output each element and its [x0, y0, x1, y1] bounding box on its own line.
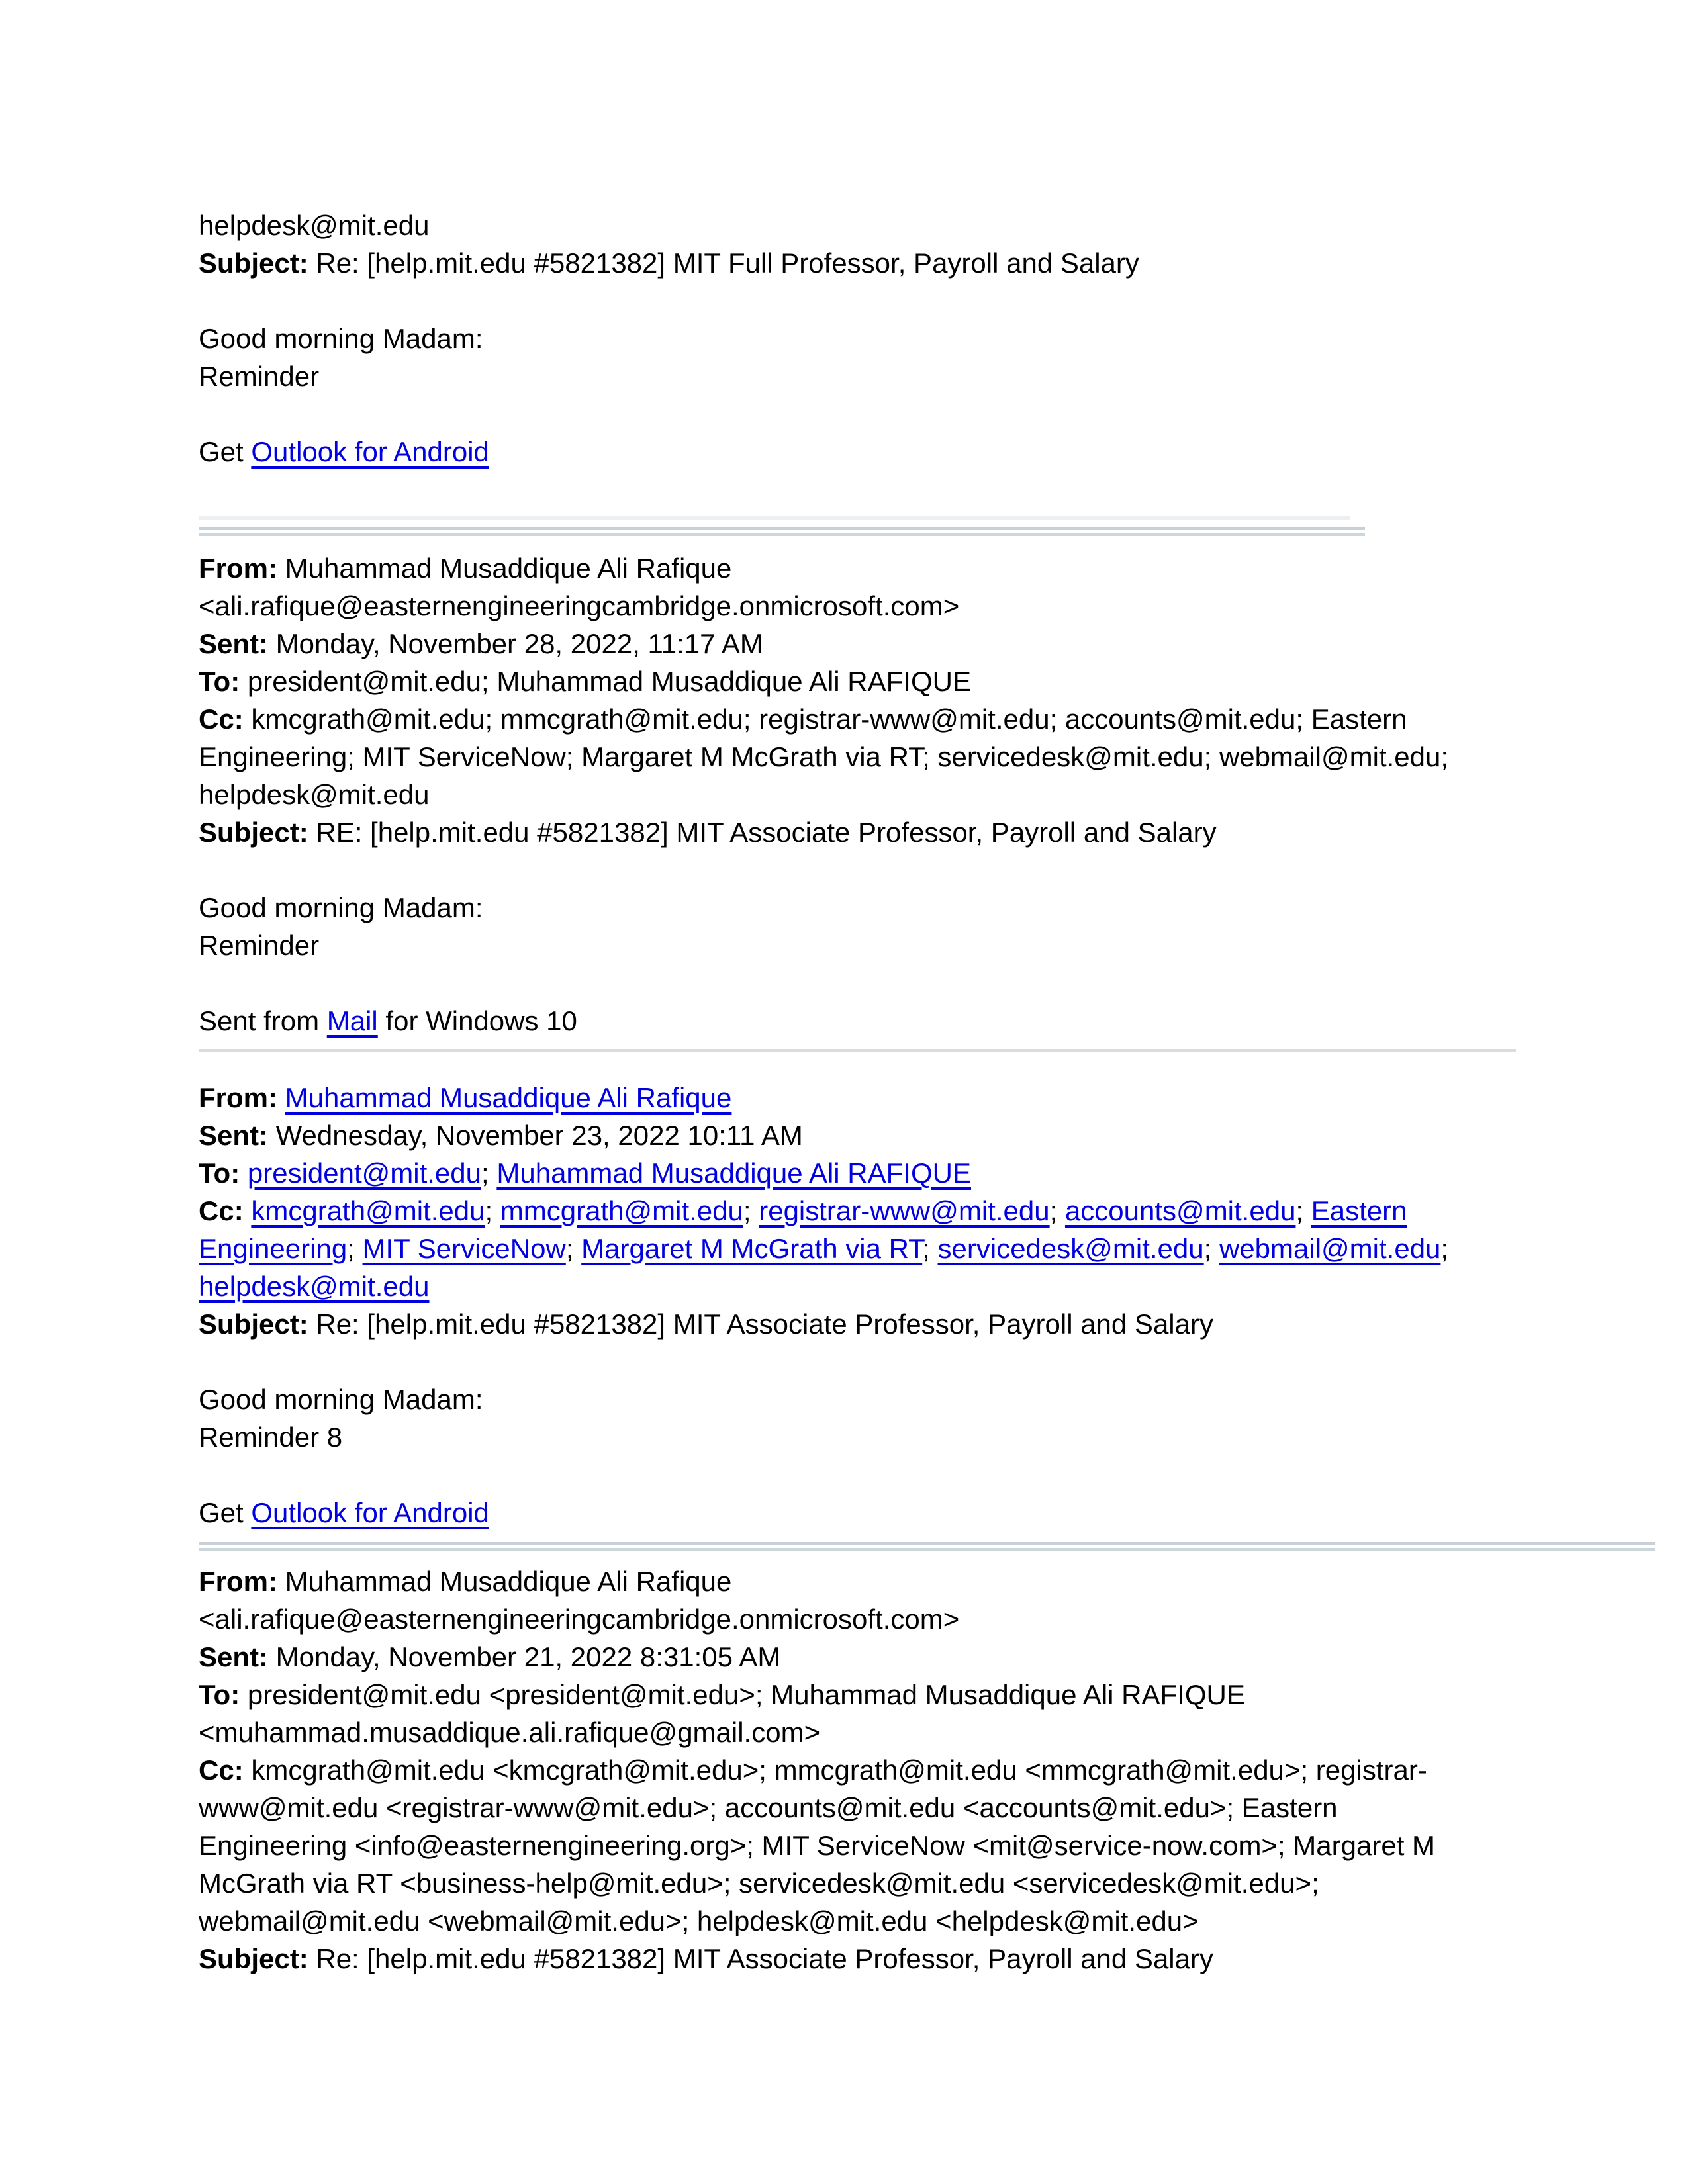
text-run: RE: [help.mit.edu #5821382] MIT Associate Professor, Payroll and Salary: [308, 817, 1217, 848]
email-link[interactable]: Muhammad Musaddique Ali Rafique: [285, 1082, 732, 1113]
text-run: Sent from: [199, 1005, 327, 1036]
text-run: ;: [565, 1233, 582, 1264]
text-run: Reminder 8: [199, 1422, 343, 1453]
email-link[interactable]: Margaret M McGrath via RT: [581, 1233, 923, 1264]
text-run: Good morning Madam:: [199, 892, 483, 923]
text-run: Reminder: [199, 930, 320, 961]
text-run: president@mit.edu <president@mit.edu>; Muhammad Musaddique Ali RAFIQUE: [240, 1679, 1245, 1710]
text-run: Engineering <info@easternengineering.org>; MIT ServiceNow <mit@service-now.com>; Margaret M: [199, 1830, 1436, 1861]
field-label: Cc:: [199, 1754, 244, 1786]
text-run: kmcgrath@mit.edu <kmcgrath@mit.edu>; mmcgrath@mit.edu <mmcgrath@mit.edu>; registrar-: [243, 1754, 1427, 1786]
text-line: [199, 662, 1489, 700]
text-run: <ali.rafique@easternengineeringcambridge.onmicrosoft.com>: [199, 1604, 960, 1635]
text-line: [199, 1940, 1489, 1978]
text-line: [199, 776, 1489, 813]
email-link[interactable]: Outlook for Android: [251, 436, 489, 467]
blank-line: [199, 1343, 1489, 1381]
text-run: Muhammad Musaddique Ali Rafique: [277, 1566, 732, 1597]
blank-line: [199, 395, 1489, 433]
text-run: McGrath via RT <business-help@mit.edu>; servicedesk@mit.edu <servicedesk@mit.edu>;: [199, 1868, 1319, 1899]
text-run: ;: [481, 1158, 497, 1189]
field-label: Cc:: [199, 1195, 244, 1226]
text-line: [199, 1827, 1489, 1864]
message-2: [199, 549, 1489, 1040]
email-link[interactable]: helpdesk@mit.edu: [199, 1271, 430, 1302]
text-line: [199, 1192, 1489, 1230]
field-label: From:: [199, 1566, 277, 1597]
email-link[interactable]: accounts@mit.edu: [1064, 1195, 1296, 1226]
email-link[interactable]: Muhammad Musaddique Ali RAFIQUE: [496, 1158, 971, 1189]
field-label: From:: [199, 553, 277, 584]
text-line: [199, 1381, 1489, 1418]
text-run: for Windows 10: [377, 1005, 577, 1036]
text-run: Good morning Madam:: [199, 1384, 483, 1415]
text-run: [244, 1195, 252, 1226]
field-label: To:: [199, 1679, 240, 1710]
text-run: Get: [199, 436, 252, 467]
text-line: [199, 206, 1489, 244]
text-line: [199, 1789, 1489, 1827]
text-line: [199, 1563, 1489, 1600]
quoted-message-divider: [199, 1049, 1516, 1052]
text-line: [199, 625, 1489, 662]
text-run: ;: [922, 1233, 938, 1264]
email-link[interactable]: registrar-www@mit.edu: [759, 1195, 1050, 1226]
field-label: To:: [199, 666, 240, 697]
field-label: Sent:: [199, 628, 268, 659]
text-run: Wednesday, November 23, 2022 10:11 AM: [268, 1120, 803, 1151]
text-line: [199, 1600, 1489, 1638]
blank-line: [199, 282, 1489, 320]
text-run: ;: [485, 1195, 500, 1226]
text-line: [199, 433, 1489, 471]
email-link[interactable]: president@mit.edu: [247, 1158, 482, 1189]
text-run: [277, 1082, 285, 1113]
text-run: Re: [help.mit.edu #5821382] MIT Full Professor, Payroll and Salary: [308, 248, 1139, 279]
quoted-message-divider: [199, 516, 1365, 536]
email-link[interactable]: webmail@mit.edu: [1219, 1233, 1441, 1264]
text-run: Get: [199, 1497, 252, 1528]
field-label: Sent:: [199, 1120, 268, 1151]
field-label: Subject:: [199, 817, 308, 848]
text-run: ;: [347, 1233, 363, 1264]
text-run: kmcgrath@mit.edu; mmcgrath@mit.edu; registrar-www@mit.edu; accounts@mit.edu; Eastern: [243, 704, 1407, 735]
text-line: [199, 587, 1489, 625]
field-label: To:: [199, 1158, 240, 1189]
text-run: <ali.rafique@easternengineeringcambridge.onmicrosoft.com>: [199, 590, 960, 621]
text-line: [199, 320, 1489, 357]
text-run: www@mit.edu <registrar-www@mit.edu>; accounts@mit.edu <accounts@mit.edu>; Eastern: [199, 1792, 1338, 1823]
text-line: [199, 1494, 1489, 1531]
text-run: webmail@mit.edu <webmail@mit.edu>; helpdesk@mit.edu <helpdesk@mit.edu>: [199, 1905, 1199, 1936]
text-run: Monday, November 28, 2022, 11:17 AM: [268, 628, 763, 659]
email-link[interactable]: mmcgrath@mit.edu: [500, 1195, 743, 1226]
text-line: [199, 357, 1489, 395]
text-run: ;: [1440, 1233, 1449, 1264]
text-run: Reminder: [199, 361, 320, 392]
message-1-tail: [199, 206, 1489, 471]
message-4: [199, 1563, 1489, 1978]
email-link[interactable]: Outlook for Android: [251, 1497, 489, 1528]
text-run: <muhammad.musaddique.ali.rafique@gmail.com>: [199, 1717, 821, 1748]
text-line: [199, 1902, 1489, 1940]
text-line: [199, 813, 1489, 851]
text-line: [199, 1116, 1489, 1154]
text-line: [199, 1751, 1489, 1789]
text-line: [199, 927, 1489, 964]
field-label: Subject:: [199, 1943, 308, 1974]
text-run: helpdesk@mit.edu: [199, 210, 430, 241]
quoted-message-divider: [199, 1542, 1655, 1551]
field-label: Sent:: [199, 1641, 268, 1672]
text-line: [199, 1267, 1489, 1305]
email-link[interactable]: servicedesk@mit.edu: [937, 1233, 1204, 1264]
text-line: [199, 1305, 1489, 1343]
text-line: [199, 1638, 1489, 1676]
text-line: [199, 1154, 1489, 1192]
text-line: [199, 1079, 1489, 1116]
text-line: [199, 549, 1489, 587]
field-label: Subject:: [199, 1308, 308, 1340]
email-link[interactable]: MIT ServiceNow: [362, 1233, 566, 1264]
text-line: [199, 1864, 1489, 1902]
text-line: [199, 1002, 1489, 1040]
text-run: [240, 1158, 248, 1189]
message-3: [199, 1079, 1489, 1531]
text-line: [199, 244, 1489, 282]
text-run: Good morning Madam:: [199, 323, 483, 354]
blank-line: [199, 964, 1489, 1002]
text-line: [199, 1676, 1489, 1713]
text-run: Muhammad Musaddique Ali Rafique: [277, 553, 732, 584]
email-link[interactable]: Mail: [326, 1005, 378, 1036]
text-run: ;: [1295, 1195, 1311, 1226]
text-run: Re: [help.mit.edu #5821382] MIT Associate Professor, Payroll and Salary: [308, 1308, 1213, 1340]
text-line: [199, 738, 1489, 776]
email-thread: [199, 206, 1489, 1978]
field-label: Cc:: [199, 704, 244, 735]
text-run: Engineering; MIT ServiceNow; Margaret M McGrath via RT; servicedesk@mit.edu; webmail@mit.edu;: [199, 741, 1449, 772]
text-run: ;: [1049, 1195, 1065, 1226]
email-link[interactable]: Engineering: [199, 1233, 348, 1264]
text-line: [199, 889, 1489, 927]
email-link[interactable]: Eastern: [1311, 1195, 1407, 1226]
text-run: ;: [1203, 1233, 1219, 1264]
text-line: [199, 1713, 1489, 1751]
text-run: Re: [help.mit.edu #5821382] MIT Associate Professor, Payroll and Salary: [308, 1943, 1213, 1974]
text-line: [199, 1418, 1489, 1456]
text-line: [199, 1230, 1489, 1267]
text-run: helpdesk@mit.edu: [199, 779, 430, 810]
text-run: president@mit.edu; Muhammad Musaddique Ali RAFIQUE: [240, 666, 971, 697]
field-label: From:: [199, 1082, 277, 1113]
text-run: Monday, November 21, 2022 8:31:05 AM: [268, 1641, 781, 1672]
email-link[interactable]: kmcgrath@mit.edu: [251, 1195, 485, 1226]
blank-line: [199, 1456, 1489, 1494]
blank-line: [199, 851, 1489, 889]
field-label: Subject:: [199, 248, 308, 279]
text-run: ;: [743, 1195, 759, 1226]
text-line: [199, 700, 1489, 738]
